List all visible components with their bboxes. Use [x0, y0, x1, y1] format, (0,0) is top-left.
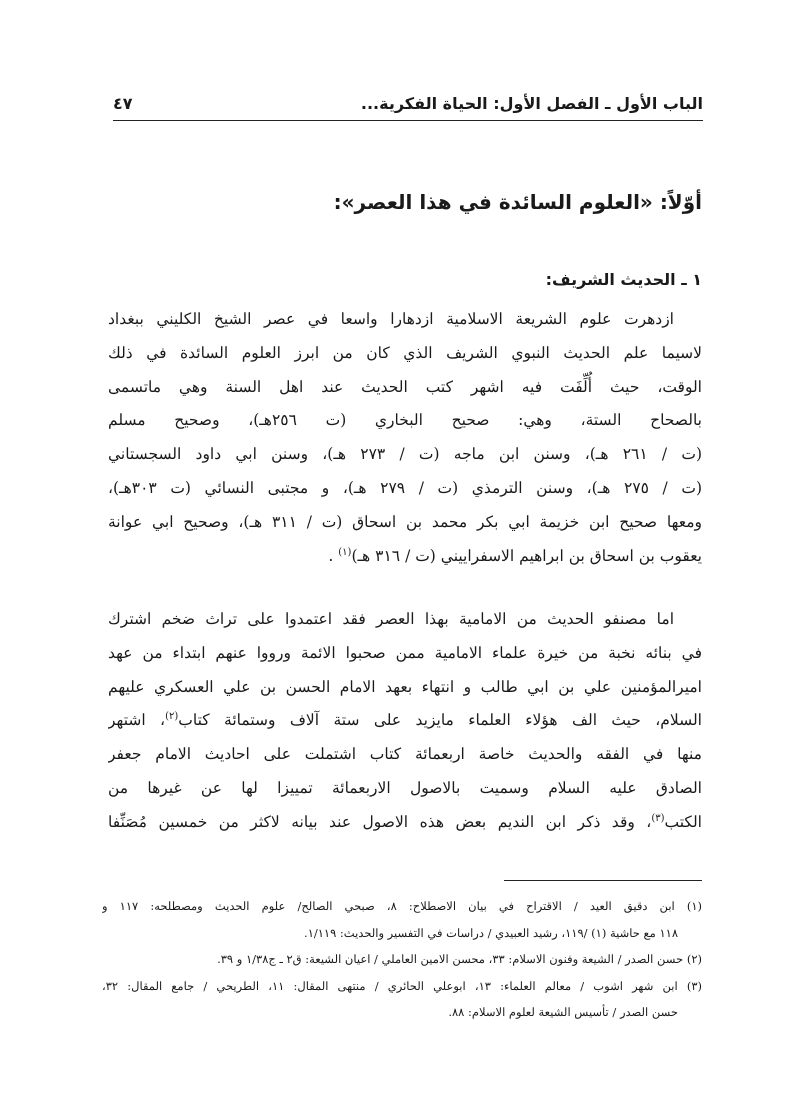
text-line: (ت / ٢٦١ هـ)، وسنن ابن ماجه (ت / ٢٧٣ هـ)، وسنن ابي داود السجستاني — [108, 445, 702, 464]
text-line: اما مصنفو الحديث من الامامية بهذا العصر فقد اعتمدوا على تراث ضخم اشترك — [108, 610, 674, 628]
text-line: (ت / ٢٧٥ هـ)، وسنن الترمذي (ت / ٢٧٩ هـ)، و مجتبى النسائي (ت ٣٠٣هـ)، — [108, 478, 702, 497]
text-segment: يعقوب بن اسحاق بن ابراهيم الاسفراييني (ت / ٣١٦ هـ) — [351, 546, 702, 565]
text-line: الوقت، حيث أُلِّفَت فيه اشهر كتب الحديث عند اهل السنة وهي ماتسمى — [108, 377, 702, 396]
footnote-line: (٢) حسن الصدر / الشيعة وفنون الاسلام: ٣٣، محسن الامين العاملي / اعيان الشيعة: ق٢ ـ ج١/٣٨ و ٣٩. — [217, 952, 702, 966]
text-line: اميرالمؤمنين علي بن ابي طالب و انتهاء بعهد الامام الحسن بن علي العسكري عليهم — [108, 677, 702, 696]
text-segment: . — [328, 546, 339, 565]
footnote-line: (١) ابن دقيق العيد / الاقتراح في بيان الاصطلاح: ٨، صبحي الصالح/ علوم الحديث ومصطلحه: ١١٧ و — [102, 899, 702, 913]
text-line: بالصحاح الستة، وهي: صحيح البخاري (ت ٢٥٦هـ)، وصحيح مسلم — [108, 411, 702, 430]
footnote-line: ١١٨ مع حاشية (١) /١١٩، رشيد العبيدي / دراسات في التفسير والحديث: ١/١١٩. — [304, 925, 678, 940]
header-rule — [113, 120, 703, 121]
paragraph-2 — [108, 603, 702, 840]
running-header — [113, 86, 703, 120]
text-line: ومعها صحيح ابن خزيمة ابي بكر محمد بن اسحاق (ت / ٣١١ هـ)، وصحيح ابي عوانة — [108, 512, 702, 531]
text-line: لاسيما علم الحديث النبوي الشريف الذي كان من ابرز العلوم السائدة في ذلك — [108, 343, 702, 362]
footnote-ref-2: (٢) — [165, 711, 179, 723]
section-heading: أوّلاً: «العلوم السائدة في هذا العصر»: — [333, 190, 702, 214]
text-line: الصادق عليه السلام وسميت بالاصول الاربعمائة تمييزا لها عن غيرها من — [108, 778, 702, 797]
footnote-line: (٣) ابن شهر اشوب / معالم العلماء: ١٣، ابوعلي الحائري / منتهى المقال: ١١، الطريحي / جامع المقال: ٣٢، — [102, 978, 702, 993]
text-line: ازدهرت علوم الشريعة الاسلامية ازدهارا واسعا في عصر الشيخ الكليني ببغداد — [108, 310, 674, 328]
footnote-ref-3: (٣) — [651, 812, 665, 824]
footnote-ref-1: (١) — [338, 546, 352, 558]
text-line — [108, 704, 702, 738]
text-segment: الكتب — [664, 812, 702, 831]
footnote-line: حسن الصدر / تأسيس الشيعة لعلوم الاسلام: ٨٨. — [448, 1005, 678, 1019]
text-line — [108, 806, 702, 840]
text-line: في بنائه نخبة من خيرة علماء الامامية ممن صحبوا الائمة ورووا عنهم ابتداء من عهد — [108, 643, 702, 662]
text-segment: ، اشتهر — [108, 711, 166, 730]
running-title: الباب الأول ـ الفصل الأول: الحياة الفكرية... — [360, 93, 703, 113]
footnote-rule — [504, 880, 702, 881]
subsection-heading: ١ ـ الحديث الشريف: — [545, 270, 702, 289]
paragraph-1 — [108, 303, 702, 573]
footnotes — [102, 893, 702, 1026]
text-segment: ، وقد ذكر ابن النديم بعض هذه الاصول عند بيانه لاكثر من خمسين مُصَنِّفا — [108, 812, 652, 831]
text-line: منها في الفقه والحديث خاصة اربعمائة كتاب اشتملت على احاديث الامام جعفر — [108, 745, 702, 764]
page-number: ٤٧ — [113, 93, 133, 113]
text-segment: السلام، حيث الف هؤلاء العلماء مايزيد على ستة آلاف وستمائة كتاب — [178, 711, 702, 730]
text-line — [108, 540, 702, 574]
